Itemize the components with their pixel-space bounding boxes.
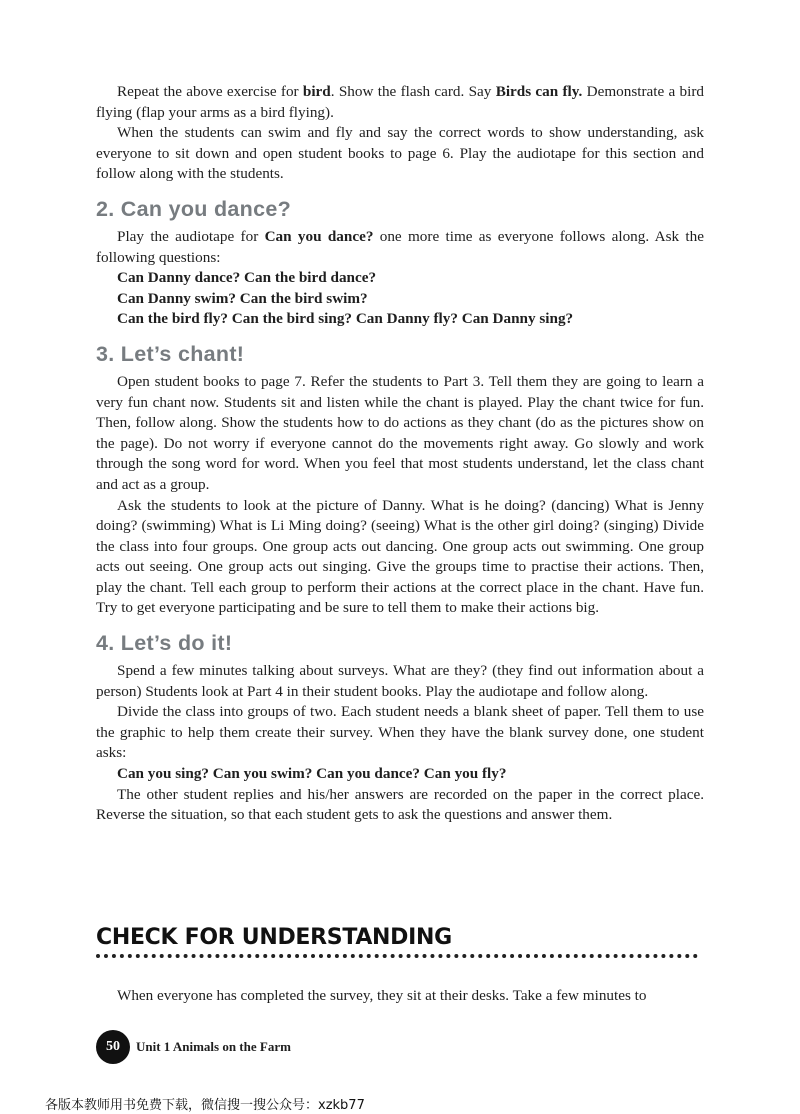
section-4-heading: 4. Let’s do it! bbox=[96, 631, 233, 656]
question-line: Can Danny swim? Can the bird swim? bbox=[117, 289, 368, 307]
check-heading: CHECK FOR UNDERSTANDING bbox=[96, 925, 452, 950]
section-2-paragraph: Play the audiotape for Can you dance? one more time as everyone follows along. Ask the following questions: bbox=[96, 227, 704, 266]
section-3-paragraph-2: Ask the students to look at the picture of Danny. What is he doing? (dancing) What is Jenny doing? (swimming) What is Li Ming doing? (seeing) What is the other girl doing? (singing) Divide the class into four groups. One group acts out dancing. One group acts out swimming. One group acts out seeing. One group acts out singing. Give the groups time to practise their actions. Then, play the chant. Tell each group to perform their actions at the correct place in the chant. Have fun. Try to get everyone participating and be sure to tell them to make their actions big. bbox=[96, 496, 704, 617]
check-paragraph: When everyone has completed the survey, they sit at their desks. Take a few minutes to bbox=[117, 987, 647, 1004]
page-content bbox=[96, 82, 704, 826]
dotted-divider bbox=[96, 954, 698, 958]
page-number-badge: 50 bbox=[96, 1030, 130, 1064]
section-4-paragraph-3: The other student replies and his/her answers are recorded on the paper in the correct place. Reverse the situation, so that each student gets to ask the questions and answer them. bbox=[96, 785, 704, 824]
section-4-paragraph-1: Spend a few minutes talking about surveys. What are they? (they find out information about a person) Students look at Part 4 in their student books. Play the audiotape and follow along. bbox=[96, 662, 704, 700]
check-paragraph-wrap bbox=[96, 986, 704, 1007]
watermark-text: 各版本教师用书免费下载，微信搜一搜公众号：xzkb77 bbox=[45, 1098, 365, 1113]
question-line: Can the bird fly? Can the bird sing? Can Danny fly? Can Danny sing? bbox=[117, 310, 574, 328]
section-3-heading: 3. Let’s chant! bbox=[96, 341, 245, 366]
survey-question-line: Can you sing? Can you swim? Can you dance? Can you fly? bbox=[117, 765, 507, 783]
intro-paragraph-2: When the students can swim and fly and say the correct words to show understanding, ask everyone to sit down and open student books to page 6. Play the audiotape for this section and follow along with the students. bbox=[96, 124, 704, 183]
section-2-heading: 2. Can you dance? bbox=[96, 196, 292, 221]
page-footer bbox=[96, 1030, 291, 1064]
section-4-paragraph-2: Divide the class into groups of two. Each student needs a blank sheet of paper. Tell them to use the graphic to help them create their survey. When they have the blank survey done, one student asks: bbox=[96, 703, 704, 762]
section-3-paragraph-1: Open student books to page 7. Refer the students to Part 3. Tell them they are going to learn a very fun chant now. Students sit and listen while the chant is played. Play the chant twice for fun. Then, follow along. Show the students how to do actions as they chant (do as the pictures show on the page). Do not worry if everyone cannot do the movements right away. Go slowly and work through the song word for word. When you feel that most students understand, let the class chant and act as a group. bbox=[96, 372, 704, 493]
check-section bbox=[96, 924, 704, 958]
intro-paragraph-1: Repeat the above exercise for bird. Show the flash card. Say Birds can fly. Demonstrate a bird flying (flap your arms as a bird flying). bbox=[96, 83, 705, 121]
unit-title: Unit 1 Animals on the Farm bbox=[136, 1039, 291, 1054]
question-line: Can Danny dance? Can the bird dance? bbox=[117, 269, 377, 287]
